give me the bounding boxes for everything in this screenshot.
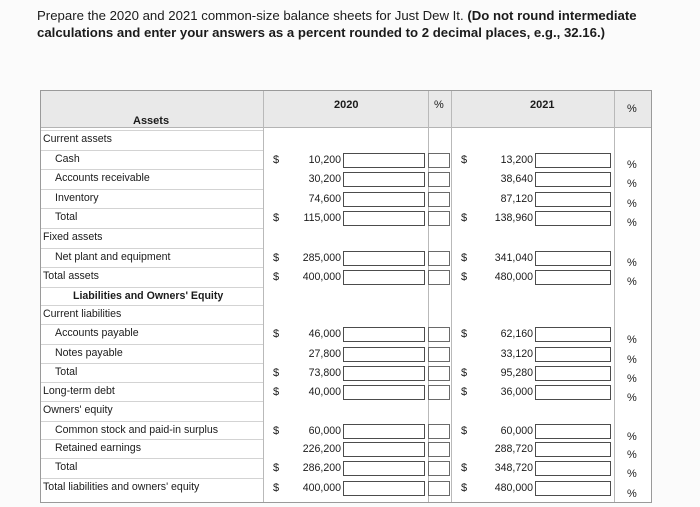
dollar-sign-2021: $ bbox=[461, 212, 468, 224]
percent-2020-cell[interactable] bbox=[428, 481, 450, 496]
pct-2020-header: % bbox=[434, 99, 444, 111]
common-size-2020-input[interactable] bbox=[343, 347, 425, 362]
common-size-2020-input[interactable] bbox=[343, 366, 425, 381]
dollar-sign-2020: $ bbox=[273, 212, 280, 224]
row-label: Current assets bbox=[43, 133, 112, 145]
common-size-2021-input[interactable] bbox=[535, 347, 611, 362]
row-separator bbox=[41, 439, 263, 440]
percent-2020-cell[interactable] bbox=[428, 172, 450, 187]
amount-2020: 46,000 bbox=[308, 328, 341, 340]
dollar-sign-2020: $ bbox=[273, 482, 280, 494]
row-separator bbox=[41, 458, 263, 459]
percent-2020-cell[interactable] bbox=[428, 424, 450, 439]
percent-sign-2021: % bbox=[627, 178, 637, 190]
common-size-2020-input[interactable] bbox=[343, 461, 425, 476]
percent-2020-cell[interactable] bbox=[428, 442, 450, 457]
percent-sign-2021: % bbox=[627, 354, 637, 366]
percent-sign-2021: % bbox=[627, 334, 637, 346]
amount-2021: 33,120 bbox=[500, 348, 533, 360]
row-separator bbox=[41, 267, 263, 268]
row-label: Current liabilities bbox=[43, 308, 122, 320]
amount-2021: 38,640 bbox=[500, 173, 533, 185]
row-label: Fixed assets bbox=[43, 231, 103, 243]
row-label: Notes payable bbox=[55, 347, 123, 359]
percent-sign-2021: % bbox=[627, 198, 637, 210]
amount-2021: 60,000 bbox=[500, 425, 533, 437]
dollar-sign-2021: $ bbox=[461, 482, 468, 494]
row-label: Total bbox=[55, 211, 78, 223]
amount-2020: 30,200 bbox=[308, 173, 341, 185]
row-separator bbox=[41, 401, 263, 402]
percent-2020-cell[interactable] bbox=[428, 251, 450, 266]
dollar-sign-2021: $ bbox=[461, 328, 468, 340]
percent-sign-2021: % bbox=[627, 431, 637, 443]
percent-2020-cell[interactable] bbox=[428, 192, 450, 207]
dollar-sign-2020: $ bbox=[273, 328, 280, 340]
common-size-2021-input[interactable] bbox=[535, 192, 611, 207]
instructions-lead: Prepare the 2020 and 2021 common-size balance sheets for Just Dew It. bbox=[37, 8, 464, 23]
row-label: Retained earnings bbox=[55, 442, 141, 454]
row-separator bbox=[41, 189, 263, 190]
row-label: Total bbox=[55, 366, 78, 378]
dollar-sign-2021: $ bbox=[461, 462, 468, 474]
amount-2020: 73,800 bbox=[308, 367, 341, 379]
percent-2020-cell[interactable] bbox=[428, 366, 450, 381]
percent-2020-cell[interactable] bbox=[428, 270, 450, 285]
pct-2021-header: % bbox=[627, 103, 637, 115]
column-divider bbox=[263, 91, 264, 502]
amount-2020: 60,000 bbox=[308, 425, 341, 437]
percent-sign-2021: % bbox=[627, 468, 637, 480]
row-separator bbox=[41, 324, 263, 325]
common-size-2021-input[interactable] bbox=[535, 366, 611, 381]
common-size-2020-input[interactable] bbox=[343, 327, 425, 342]
row-label: Total bbox=[55, 461, 78, 473]
amount-2020: 40,000 bbox=[308, 386, 341, 398]
amount-2021: 288,720 bbox=[494, 443, 533, 455]
amount-2020: 400,000 bbox=[302, 482, 341, 494]
dollar-sign-2021: $ bbox=[461, 386, 468, 398]
row-label: Total liabilities and owners' equity bbox=[43, 481, 200, 493]
amount-2020: 27,800 bbox=[308, 348, 341, 360]
row-separator bbox=[41, 130, 263, 131]
common-size-2021-input[interactable] bbox=[535, 211, 611, 226]
row-label: Cash bbox=[55, 153, 80, 165]
amount-2021: 480,000 bbox=[494, 271, 533, 283]
row-separator bbox=[41, 150, 263, 151]
row-label: Total assets bbox=[43, 270, 99, 282]
percent-sign-2021: % bbox=[627, 392, 637, 404]
common-size-2021-input[interactable] bbox=[535, 424, 611, 439]
common-size-2020-input[interactable] bbox=[343, 251, 425, 266]
percent-2020-cell[interactable] bbox=[428, 211, 450, 226]
amount-2020: 10,200 bbox=[308, 154, 341, 166]
instructions-rounding-note: (Do not round intermediate calculations and enter your answers as a percent rounded to 2 decimal places, e.g., 32.16.) bbox=[37, 8, 637, 40]
percent-sign-2021: % bbox=[627, 257, 637, 269]
common-size-balance-sheet bbox=[40, 90, 652, 503]
row-label: Common stock and paid-in surplus bbox=[55, 424, 219, 436]
amount-2021: 36,000 bbox=[500, 386, 533, 398]
common-size-2021-input[interactable] bbox=[535, 270, 611, 285]
dollar-sign-2020: $ bbox=[273, 367, 280, 379]
assets-header: Assets bbox=[133, 115, 170, 127]
row-label: Liabilities and Owners' Equity bbox=[73, 290, 224, 302]
amount-2021: 138,960 bbox=[494, 212, 533, 224]
instructions bbox=[37, 8, 637, 41]
common-size-2021-input[interactable] bbox=[535, 172, 611, 187]
amount-2021: 95,280 bbox=[500, 367, 533, 379]
common-size-2021-input[interactable] bbox=[535, 461, 611, 476]
amount-2021: 341,040 bbox=[494, 252, 533, 264]
dollar-sign-2020: $ bbox=[273, 271, 280, 283]
dollar-sign-2021: $ bbox=[461, 367, 468, 379]
common-size-2020-input[interactable] bbox=[343, 172, 425, 187]
percent-2020-cell[interactable] bbox=[428, 461, 450, 476]
amount-2021: 62,160 bbox=[500, 328, 533, 340]
common-size-2021-input[interactable] bbox=[535, 442, 611, 457]
row-separator bbox=[41, 169, 263, 170]
dollar-sign-2021: $ bbox=[461, 425, 468, 437]
common-size-2020-input[interactable] bbox=[343, 442, 425, 457]
percent-2020-cell[interactable] bbox=[428, 347, 450, 362]
row-separator bbox=[41, 305, 263, 306]
amount-2020: 74,600 bbox=[308, 193, 341, 205]
common-size-2020-input[interactable] bbox=[343, 424, 425, 439]
common-size-2021-input[interactable] bbox=[535, 327, 611, 342]
amount-2020: 115,000 bbox=[303, 212, 341, 224]
common-size-2020-input[interactable] bbox=[343, 153, 425, 168]
amount-2021: 13,200 bbox=[500, 154, 533, 166]
amount-2021: 87,120 bbox=[500, 193, 533, 205]
dollar-sign-2021: $ bbox=[461, 271, 468, 283]
row-label: Owners' equity bbox=[43, 404, 113, 416]
dollar-sign-2020: $ bbox=[273, 386, 280, 398]
dollar-sign-2020: $ bbox=[273, 252, 280, 264]
row-separator bbox=[41, 248, 263, 249]
common-size-2020-input[interactable] bbox=[343, 385, 425, 400]
amount-2021: 348,720 bbox=[494, 462, 533, 474]
row-separator bbox=[41, 287, 263, 288]
common-size-2021-input[interactable] bbox=[535, 251, 611, 266]
dollar-sign-2020: $ bbox=[273, 154, 280, 166]
amount-2020: 400,000 bbox=[302, 271, 341, 283]
dollar-sign-2021: $ bbox=[461, 154, 468, 166]
percent-sign-2021: % bbox=[627, 373, 637, 385]
row-separator bbox=[41, 363, 263, 364]
percent-2020-cell[interactable] bbox=[428, 385, 450, 400]
common-size-2020-input[interactable] bbox=[343, 270, 425, 285]
percent-sign-2021: % bbox=[627, 449, 637, 461]
percent-2020-cell[interactable] bbox=[428, 327, 450, 342]
year-2021-header: 2021 bbox=[530, 99, 555, 111]
percent-sign-2021: % bbox=[627, 276, 637, 288]
dollar-sign-2021: $ bbox=[461, 252, 468, 264]
row-separator bbox=[41, 208, 263, 209]
amount-2020: 286,200 bbox=[302, 462, 341, 474]
row-label: Accounts receivable bbox=[55, 172, 150, 184]
row-label: Net plant and equipment bbox=[55, 251, 171, 263]
percent-sign-2021: % bbox=[627, 488, 637, 500]
amount-2020: 285,000 bbox=[302, 252, 341, 264]
common-size-2020-input[interactable] bbox=[343, 211, 425, 226]
row-label: Accounts payable bbox=[55, 327, 139, 339]
row-separator bbox=[41, 382, 263, 383]
row-label: Long-term debt bbox=[43, 385, 115, 397]
row-separator bbox=[41, 421, 263, 422]
row-separator bbox=[41, 344, 263, 345]
common-size-2020-input[interactable] bbox=[343, 192, 425, 207]
amount-2020: 226,200 bbox=[302, 443, 341, 455]
year-2020-header: 2020 bbox=[334, 99, 359, 111]
common-size-2021-input[interactable] bbox=[535, 481, 611, 496]
common-size-2021-input[interactable] bbox=[535, 153, 611, 168]
row-separator bbox=[41, 228, 263, 229]
dollar-sign-2020: $ bbox=[273, 462, 280, 474]
dollar-sign-2020: $ bbox=[273, 425, 280, 437]
percent-sign-2021: % bbox=[627, 217, 637, 229]
amount-2021: 480,000 bbox=[494, 482, 533, 494]
row-separator bbox=[41, 478, 263, 479]
column-divider bbox=[614, 91, 615, 502]
percent-2020-cell[interactable] bbox=[428, 153, 450, 168]
percent-sign-2021: % bbox=[627, 159, 637, 171]
row-label: Inventory bbox=[55, 192, 99, 204]
common-size-2020-input[interactable] bbox=[343, 481, 425, 496]
common-size-2021-input[interactable] bbox=[535, 385, 611, 400]
column-divider bbox=[451, 91, 452, 502]
